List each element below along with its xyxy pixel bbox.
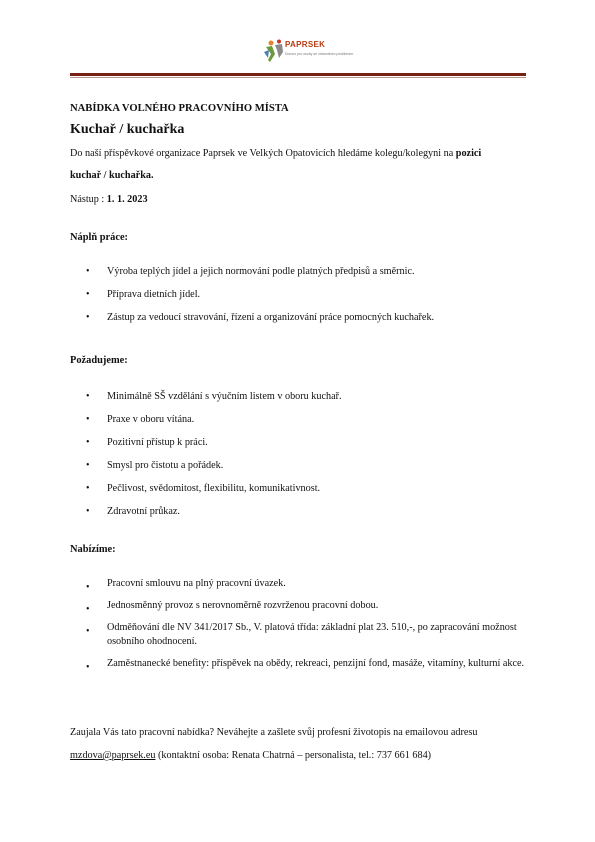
list-item: • Odměňování dle NV 341/2017 Sb., V. platová třída: základní plat 23. 510,-, po zapracování možnost osobního ohodnocení. <box>86 621 526 649</box>
email-link[interactable]: mzdova@paprsek.eu <box>70 750 156 761</box>
logo-subtitle: Domov pro osoby se zdravotním postižením <box>285 52 354 56</box>
intro-line-2: kuchař / kuchařka. <box>70 170 154 181</box>
list-item: • Jednosměnný provoz s nerovnoměrně rozvrženou pracovní dobou. <box>86 599 526 613</box>
start-label: Nástup : <box>70 194 107 205</box>
duties-heading: Náplň práce: <box>70 232 129 243</box>
logo-name: PAPRSEK <box>285 40 326 49</box>
list-item: • Minimálně SŠ vzdělání s výučním listem v oboru kuchař. <box>86 390 526 404</box>
intro-line-1: Do naší příspěvkové organizace Paprsek ve Velkých Opatovicích hledáme kolegu/kolegyni na pozici <box>70 148 482 159</box>
list-item: • Praxe v oboru vítána. <box>86 413 526 427</box>
start-value: 1. 1. 2023 <box>106 194 148 205</box>
start-date <box>70 193 148 207</box>
outro-line-2 <box>70 749 431 763</box>
offer-list <box>86 577 526 679</box>
list-item: • Pozitivní přístup k práci. <box>86 436 526 450</box>
requirements-heading: Požadujeme: <box>70 355 128 366</box>
offer-heading: Nabízíme: <box>70 544 116 555</box>
list-item: • Pečlivost, svědomitost, flexibilitu, komunikativnost. <box>86 482 526 496</box>
header-rule-shadow <box>70 77 526 78</box>
list-item: • Výroba teplých jídel a jejich normování podle platných předpisů a směrnic. <box>86 265 526 279</box>
contact-info: (kontaktní osoba: Renata Chatrná – personalista, tel.: 737 661 684) <box>155 750 432 761</box>
position-title: Kuchař / kuchařka <box>70 122 185 137</box>
header-rule <box>70 73 526 76</box>
outro-line-1: Zaujala Vás tato pracovní nabídka? Neváhejte a zašlete svůj profesní životopis na emailovou adresu <box>70 727 478 738</box>
list-item: • Pracovní smlouvu na plný pracovní úvazek. <box>86 577 526 591</box>
list-item: • Zdravotní průkaz. <box>86 505 526 519</box>
requirements-list <box>86 390 526 528</box>
page-title: NABÍDKA VOLNÉHO PRACOVNÍHO MÍSTA <box>70 103 289 114</box>
list-item: • Smysl pro čistotu a pořádek. <box>86 459 526 473</box>
list-item: • Zaměstnanecké benefity: příspěvek na obědy, rekreaci, penzijní fond, masáže, vitamíny, kulturní akce. <box>86 657 526 671</box>
list-item: • Příprava dietních jídel. <box>86 288 526 302</box>
duties-list <box>86 265 526 334</box>
list-item: • Zástup za vedoucí stravování, řízení a organizování práce pomocných kuchařek. <box>86 311 526 325</box>
